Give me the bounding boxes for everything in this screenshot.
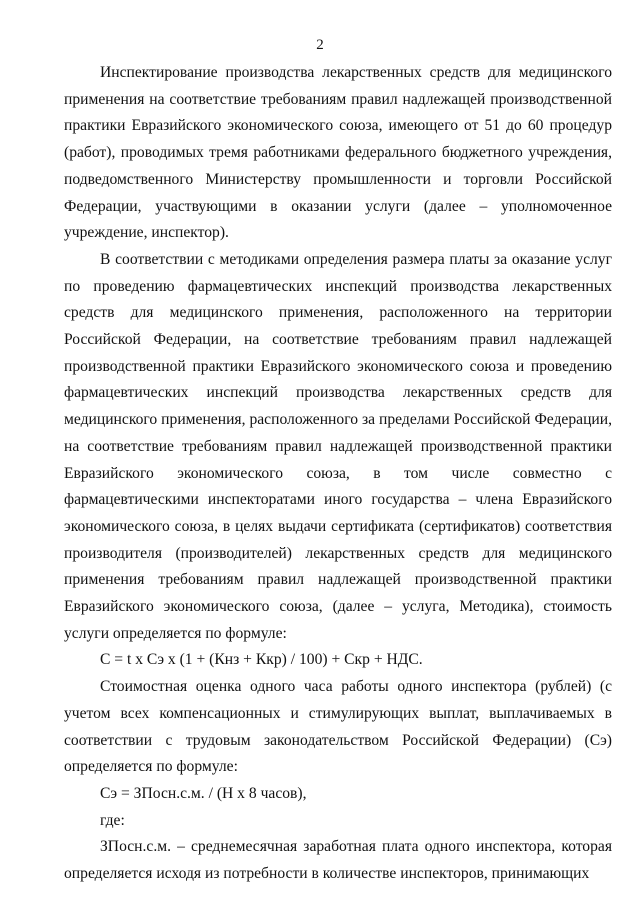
formula-service-cost: C = t x Cэ x (1 + (Кнз + Ккр) / 100) + Скр + НДС.: [100, 651, 423, 669]
page-number: 2: [316, 37, 324, 53]
paragraph-inspection-description: Инспектирование производства лекарственных средств для медицинского применения на соответствие требованиям правил надлежащей производственной практики Евразийского экономического союза, имеющего от 51 до 60 процедур (работ), проводимых тремя работниками федерального бюджетного учреждения, подведомственного Министерству промышленности и торговли Российской Федерации, участвующими в оказании услуги (далее – уполномоченное учреждение, инспектор).: [64, 64, 612, 242]
paragraph-hourly-cost: Стоимостная оценка одного часа работы одного инспектора (рублей) (с учетом всех компенсационных и стимулирующих выплат, выплачиваемых в соответствии с трудовым законодательством Российской Федерации) (Cэ) определяется по формуле:: [64, 678, 612, 776]
paragraph-salary-definition: ЗПосн.с.м. – среднемесячная заработная плата одного инспектора, которая определяется исходя из потребности в количестве инспекторов, принимающих: [64, 838, 612, 883]
formula-hourly-cost: Cэ = ЗПосн.с.м. / (Н x 8 часов),: [100, 784, 307, 802]
paragraph-methodology: В соответствии с методиками определения размера платы за оказание услуг по проведению фармацевтических инспекций производства лекарственных средств для медицинского применения, расположенного на территории Российской Федерации, на соответствие требованиям правил надлежащей производственной практики Евразийского экономического союза и проведению фармацевтических инспекций производства лекарственных средств для медицинского применения, расположенного за пределами Российской Федерации, на соответствие требованиям правил надлежащей производственной практики Евразийского экономического союза, в том числе совместно с фармацевтическими инспекторатами иного государства – члена Евразийского экономического союза, в целях выдачи сертификата (сертификатов) соответствия производителя (производителей) лекарственных средств для медицинского применения требованиям правил надлежащей производственной практики Евразийского экономического союза, (далее – услуга, Методика), стоимость услуги определяется по формуле:: [64, 250, 612, 642]
document-body: [64, 60, 612, 888]
where-label: где:: [100, 811, 125, 829]
